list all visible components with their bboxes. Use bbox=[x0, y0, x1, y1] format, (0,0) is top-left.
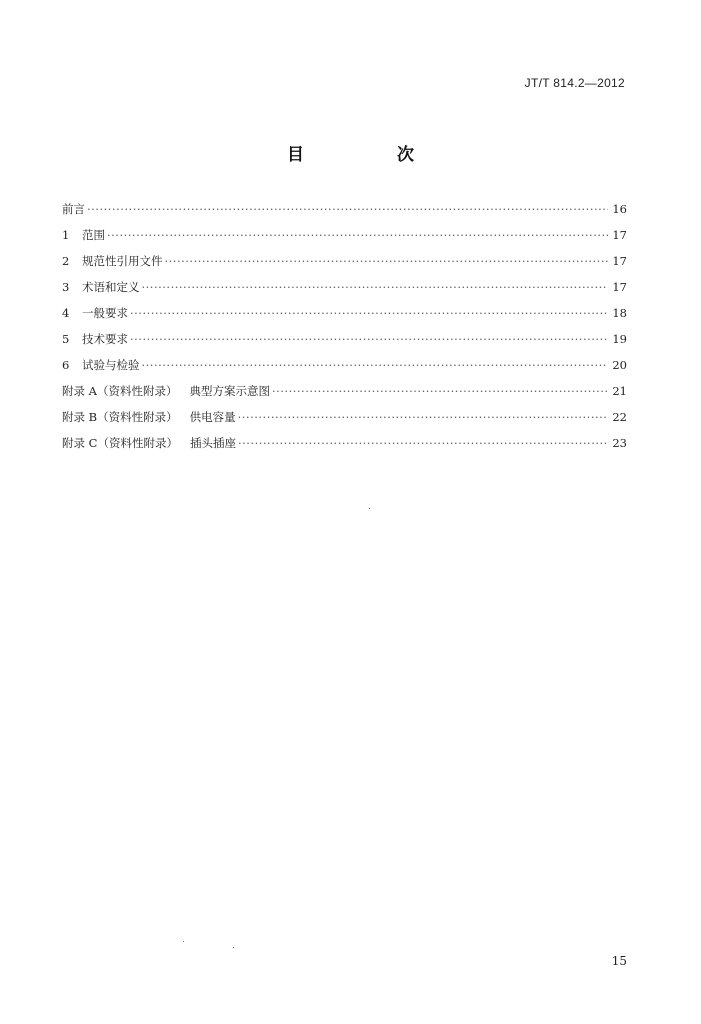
toc-leader-dots bbox=[130, 300, 608, 326]
toc-entry-page: 23 bbox=[612, 436, 627, 450]
toc-entry-text: 附录 A（资料性附录） bbox=[62, 384, 178, 398]
toc-leader-dots bbox=[272, 378, 608, 404]
toc-entry-text: 前言 bbox=[62, 202, 85, 216]
toc-entry-text: 附录 B（资料性附录） bbox=[62, 410, 178, 424]
scan-speck bbox=[183, 941, 184, 942]
toc-entry-text: 术语和定义 bbox=[82, 280, 140, 294]
toc-entry-number: 3 bbox=[62, 280, 70, 294]
toc-entry-normative-references[interactable] bbox=[62, 248, 627, 274]
toc-entry-subtitle: 插头插座 bbox=[189, 436, 236, 450]
toc-leader-dots bbox=[87, 196, 608, 222]
toc-entry-text: 一般要求 bbox=[82, 306, 128, 320]
table-of-contents bbox=[62, 196, 627, 456]
toc-leader-dots bbox=[107, 222, 608, 248]
toc-entry-annex-c[interactable] bbox=[62, 430, 627, 456]
toc-entry-text: 规范性引用文件 bbox=[82, 254, 163, 268]
standard-code: JT/T 814.2—2012 bbox=[524, 76, 625, 90]
toc-entry-text: 试验与检验 bbox=[82, 358, 140, 372]
toc-entry-scope[interactable] bbox=[62, 222, 627, 248]
toc-entry-technical-requirements[interactable] bbox=[62, 326, 627, 352]
toc-entry-terms-definitions[interactable] bbox=[62, 274, 627, 300]
toc-entry-number: 2 bbox=[62, 254, 70, 268]
toc-entry-subtitle: 典型方案示意图 bbox=[189, 384, 270, 398]
toc-entry-foreword[interactable] bbox=[62, 196, 627, 222]
toc-entry-page: 16 bbox=[612, 202, 627, 216]
toc-entry-number: 6 bbox=[62, 358, 70, 372]
toc-leader-dots bbox=[165, 248, 609, 274]
toc-entry-number: 5 bbox=[62, 332, 70, 346]
toc-title: 目 次 bbox=[287, 145, 452, 165]
toc-entry-text: 技术要求 bbox=[82, 332, 128, 346]
toc-entry-annex-a[interactable] bbox=[62, 378, 627, 404]
toc-leader-dots bbox=[238, 404, 609, 430]
toc-entry-tests-inspection[interactable] bbox=[62, 352, 627, 378]
toc-entry-number: 4 bbox=[62, 306, 70, 320]
toc-entry-page: 18 bbox=[612, 306, 627, 320]
scan-speck bbox=[233, 947, 234, 948]
toc-leader-dots bbox=[130, 326, 608, 352]
toc-entry-page: 19 bbox=[612, 332, 627, 346]
toc-entry-page: 20 bbox=[612, 358, 627, 372]
toc-entry-page: 17 bbox=[612, 280, 627, 294]
toc-entry-text: 范围 bbox=[82, 228, 105, 242]
page-number: 15 bbox=[611, 954, 627, 968]
toc-entry-page: 17 bbox=[612, 228, 627, 242]
toc-leader-dots bbox=[142, 274, 609, 300]
toc-entry-page: 17 bbox=[612, 254, 627, 268]
toc-entry-annex-b[interactable] bbox=[62, 404, 627, 430]
toc-entry-subtitle: 供电容量 bbox=[189, 410, 236, 424]
toc-leader-dots bbox=[142, 352, 609, 378]
toc-entry-general-requirements[interactable] bbox=[62, 300, 627, 326]
toc-entry-number: 1 bbox=[62, 228, 70, 242]
toc-entry-text: 附录 C（资料性附录） bbox=[62, 436, 178, 450]
toc-leader-dots bbox=[238, 430, 608, 456]
toc-entry-page: 22 bbox=[612, 410, 627, 424]
scan-speck bbox=[369, 508, 370, 509]
toc-entry-page: 21 bbox=[612, 384, 627, 398]
